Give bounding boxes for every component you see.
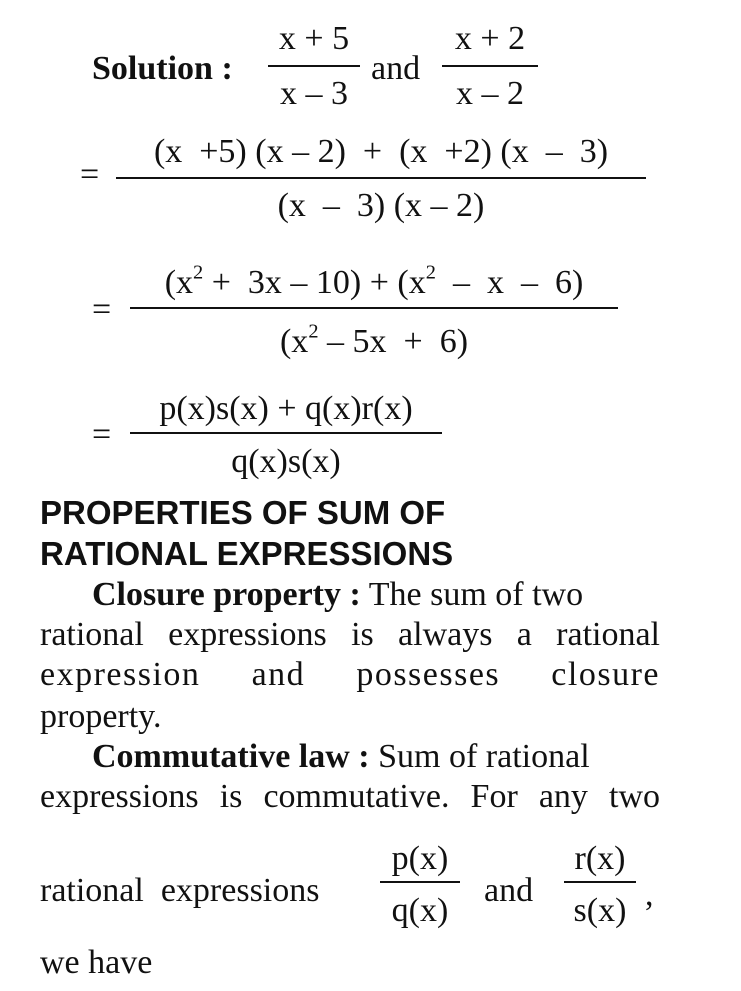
- section-heading-line-2: RATIONAL EXPRESSIONS: [40, 535, 454, 572]
- fraction-2-numerator: x + 2: [454, 20, 526, 57]
- fraction-1-bar: [268, 65, 360, 67]
- solution-label: Solution :: [92, 50, 233, 87]
- commutative-line-4: we have: [40, 944, 153, 981]
- closure-line-4: property.: [40, 698, 162, 735]
- commutative-line-3-text: rational expressions: [40, 872, 320, 909]
- fraction-2-denominator: x – 2: [456, 75, 524, 112]
- commutative-fraction-2-denominator: s(x): [573, 892, 627, 929]
- step-3-numerator: p(x)s(x) + q(x)r(x): [159, 390, 413, 427]
- commutative-fraction-1-numerator: p(x): [391, 840, 449, 877]
- commutative-comma: ,: [645, 876, 654, 913]
- fraction-1-denominator: x – 3: [280, 75, 348, 112]
- step-2-equals: =: [92, 291, 112, 328]
- step-3-denominator: q(x)s(x): [231, 443, 341, 480]
- commutative-and: and: [484, 872, 534, 909]
- step-1-equals: =: [80, 156, 100, 193]
- step-1-bar: [116, 177, 646, 179]
- closure-line-1: Closure property : The sum of two: [92, 576, 584, 613]
- step-3-equals: =: [92, 416, 112, 453]
- fraction-1-numerator: x + 5: [278, 20, 350, 57]
- solution-and: and: [371, 50, 421, 87]
- step-2-bar: [130, 307, 618, 309]
- commutative-title: Commutative law :: [92, 738, 370, 775]
- commutative-line-2: expressions is commutative. For any two: [40, 778, 660, 815]
- section-heading-line-1: PROPERTIES OF SUM OF: [40, 494, 446, 531]
- closure-title: Closure property :: [92, 576, 361, 613]
- commutative-fraction-2-bar: [564, 881, 636, 883]
- commutative-fraction-1-bar: [380, 881, 460, 883]
- closure-line-2: rational expressions is always a rational: [40, 616, 660, 653]
- commutative-fraction-2-numerator: r(x): [574, 840, 626, 877]
- step-3-bar: [130, 432, 442, 434]
- commutative-fraction-1-denominator: q(x): [391, 892, 449, 929]
- step-2-denominator: $(x^2 - 5x + 6)$: [279, 320, 469, 360]
- step-1-numerator: (x +5) (x – 2) + (x +2) (x – 3): [153, 133, 609, 170]
- step-1-denominator: (x – 3) (x – 2): [277, 187, 485, 224]
- commutative-line-1: Commutative law : Sum of rational: [92, 738, 590, 775]
- step-2-numerator: $(x^2 + 3x - 10) + (x^2 - x - 6)$: [164, 261, 584, 301]
- fraction-2-bar: [442, 65, 538, 67]
- closure-line-3: expression and possesses closure: [40, 656, 660, 693]
